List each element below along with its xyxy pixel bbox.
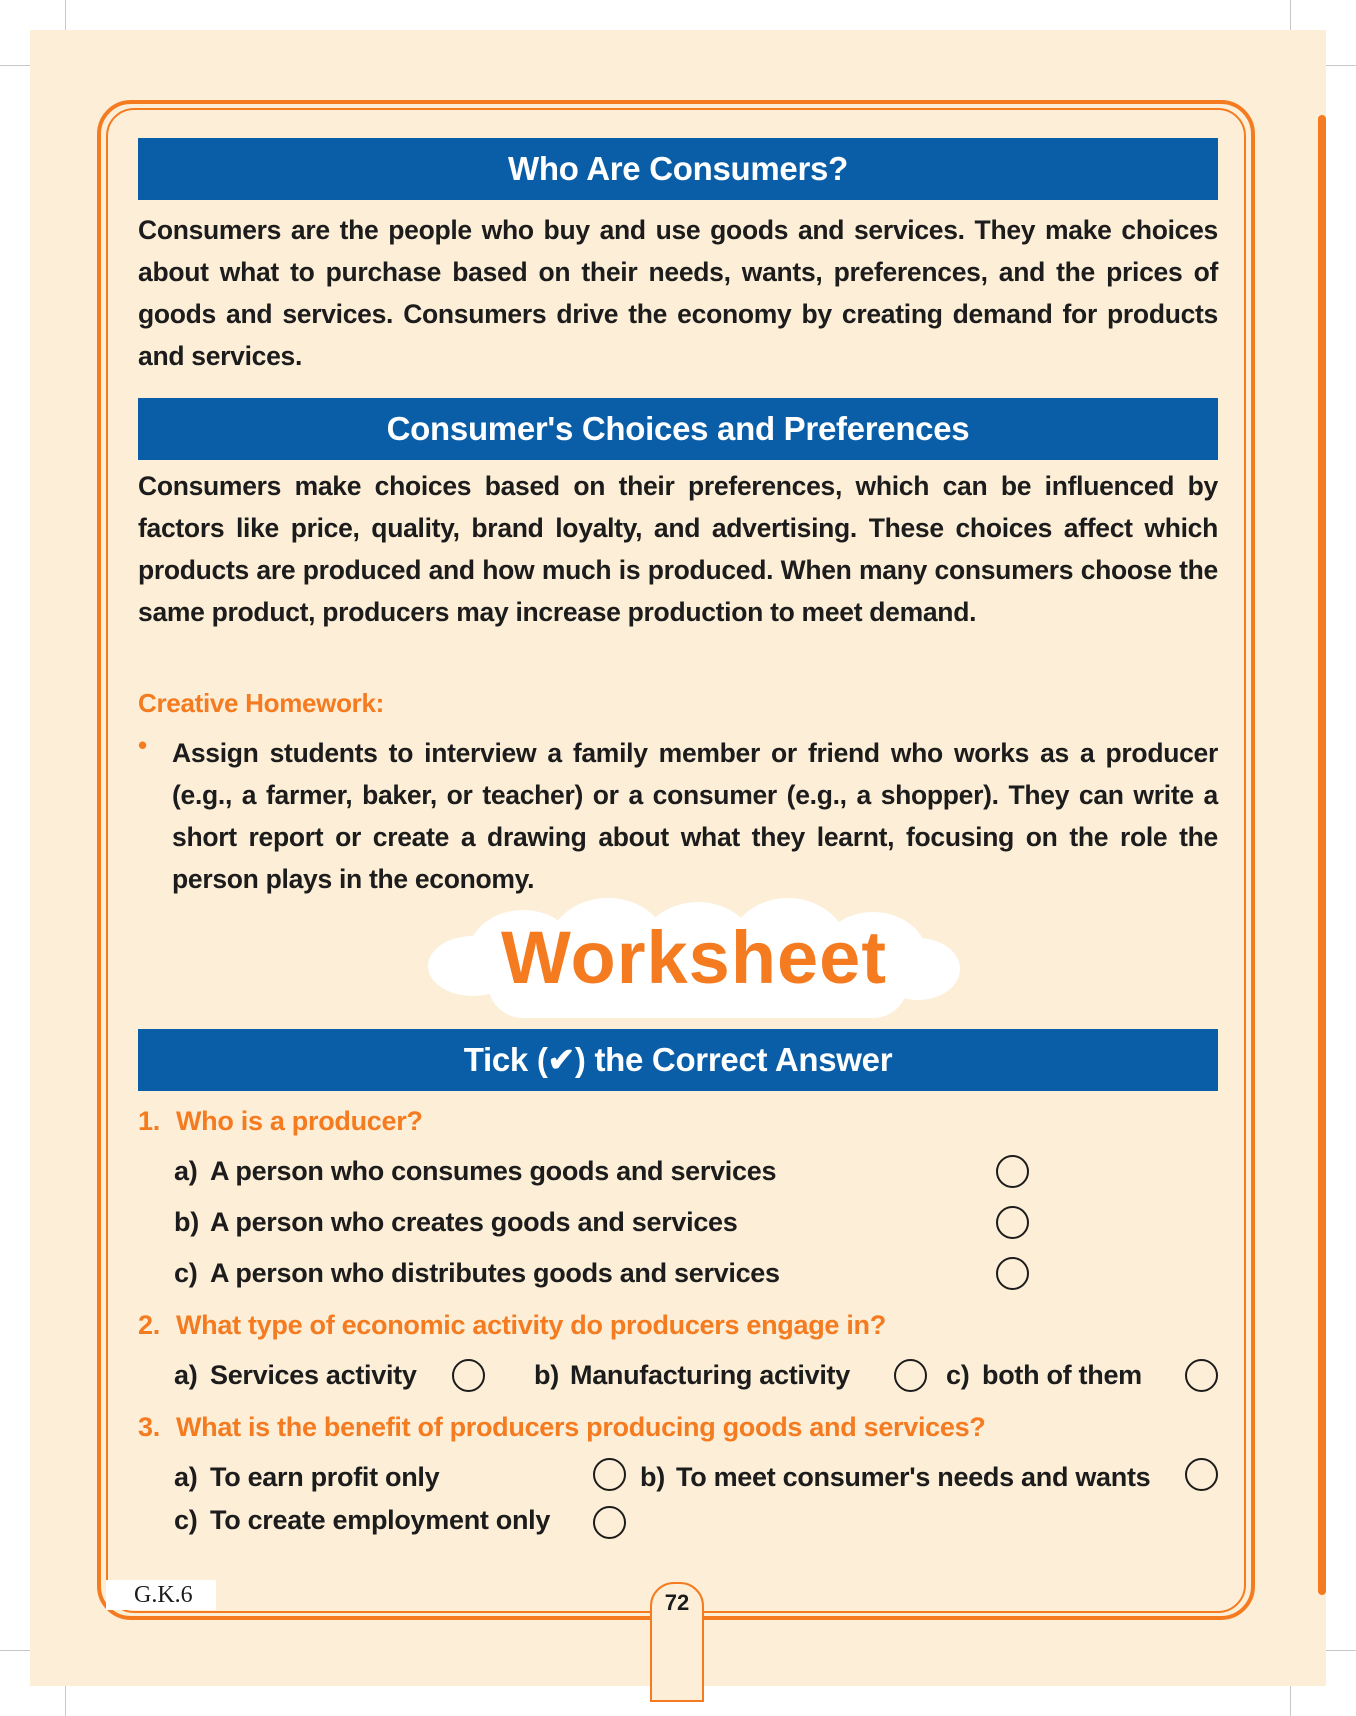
- answer-circle[interactable]: [593, 1458, 626, 1491]
- answer-circle[interactable]: [452, 1359, 485, 1392]
- worksheet-instruction: Tick (✔) the Correct Answer: [138, 1029, 1218, 1091]
- answer-option: [174, 1462, 439, 1493]
- crop-mark: [65, 1686, 66, 1716]
- homework-text: Assign students to interview a family member or friend who works as a producer (e.g., a farmer, baker, or teacher) or a consumer (e.g., a shopper). They can write a short report or create a drawing about what they learnt, focusing on the role the person plays in the economy.: [172, 738, 1218, 894]
- question-number: 2.: [138, 1310, 160, 1340]
- section-paragraph: Consumers are the people who buy and use goods and services. They make choices about what to purchase based on their needs, wants, preferences, and the prices of goods and services. Consumers drive the economy by creating demand for products and services.: [138, 215, 1218, 371]
- page-edge-strip: [1318, 115, 1326, 1595]
- option-text: Services activity: [210, 1360, 417, 1390]
- answer-option: [174, 1156, 776, 1187]
- option-text: To create employment only: [210, 1505, 551, 1535]
- option-text: To earn profit only: [210, 1462, 440, 1492]
- answer-option: [534, 1360, 850, 1391]
- page-number: 72: [664, 1590, 690, 1615]
- option-text: Manufacturing activity: [570, 1360, 850, 1390]
- option-letter: c): [174, 1505, 198, 1535]
- option-letter: a): [174, 1156, 198, 1186]
- answer-circle[interactable]: [1185, 1458, 1218, 1491]
- answer-circle[interactable]: [593, 1506, 626, 1539]
- question: [138, 1106, 423, 1137]
- section-heading: Who Are Consumers?: [138, 138, 1218, 200]
- option-letter: c): [946, 1360, 970, 1390]
- question-number: 1.: [138, 1106, 160, 1136]
- option-text: A person who distributes goods and services: [210, 1258, 780, 1288]
- option-letter: b): [174, 1207, 199, 1237]
- crop-mark: [1326, 65, 1356, 66]
- crop-mark: [0, 65, 30, 66]
- answer-circle[interactable]: [894, 1359, 927, 1392]
- question: [138, 1310, 886, 1341]
- crop-mark: [65, 0, 66, 30]
- homework-title: Creative Homework:: [138, 688, 385, 718]
- option-letter: a): [174, 1462, 198, 1492]
- crop-mark: [1290, 1686, 1291, 1716]
- option-letter: c): [174, 1258, 198, 1288]
- question-text: What type of economic activity do producers engage in?: [176, 1310, 886, 1340]
- question-text: What is the benefit of producers producing goods and services?: [176, 1412, 986, 1442]
- option-text: A person who consumes goods and services: [210, 1156, 777, 1186]
- question: [138, 1412, 986, 1443]
- book-label: G.K.6: [134, 1582, 193, 1608]
- crop-mark: [1290, 0, 1291, 30]
- answer-option: [640, 1462, 1150, 1493]
- option-letter: a): [174, 1360, 198, 1390]
- crop-mark: [1326, 1650, 1356, 1651]
- answer-option: [174, 1258, 780, 1289]
- option-text: both of them: [982, 1360, 1142, 1390]
- answer-option: [174, 1360, 417, 1391]
- answer-circle[interactable]: [996, 1155, 1029, 1188]
- question-number: 3.: [138, 1412, 160, 1442]
- answer-circle[interactable]: [996, 1257, 1029, 1290]
- option-letter: b): [534, 1360, 559, 1390]
- bullet-icon: •: [138, 730, 148, 760]
- answer-option: [174, 1207, 737, 1238]
- crop-mark: [0, 1650, 30, 1651]
- worksheet-title: Worksheet: [501, 916, 887, 999]
- answer-option: [946, 1360, 1142, 1391]
- option-letter: b): [640, 1462, 665, 1492]
- section-paragraph: Consumers make choices based on their preferences, which can be influenced by factors like price, quality, brand loyalty, and advertising. These choices affect which products are produced and how much is produced. When many consumers choose the same product, producers may increase production to meet demand.: [138, 471, 1218, 627]
- section-heading: Consumer's Choices and Preferences: [138, 398, 1218, 460]
- question-text: Who is a producer?: [176, 1106, 423, 1136]
- option-text: A person who creates goods and services: [210, 1207, 738, 1237]
- answer-option: [174, 1505, 550, 1536]
- answer-circle[interactable]: [996, 1206, 1029, 1239]
- option-text: To meet consumer's needs and wants: [676, 1462, 1151, 1492]
- answer-circle[interactable]: [1185, 1359, 1218, 1392]
